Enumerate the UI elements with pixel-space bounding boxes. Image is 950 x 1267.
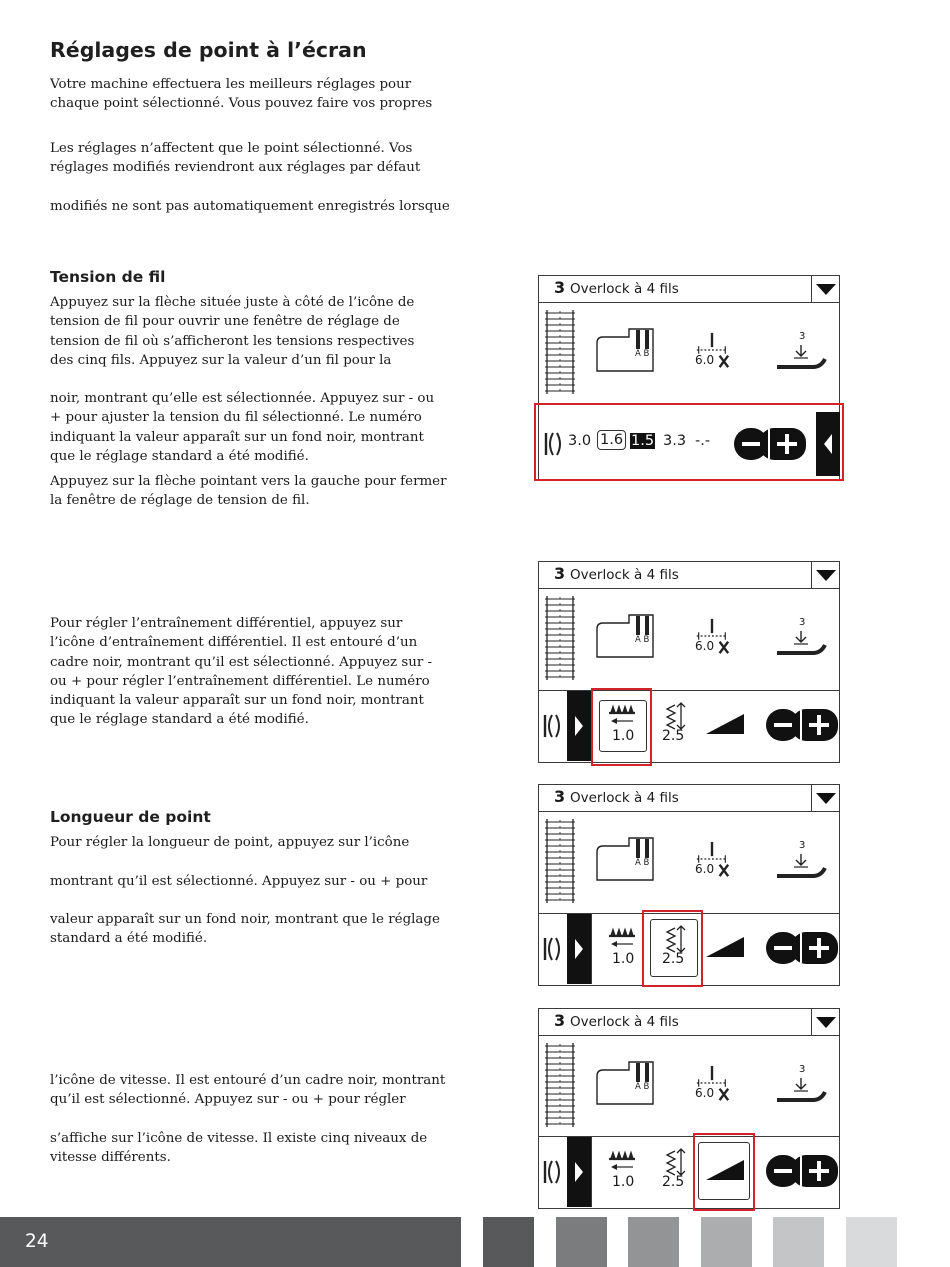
- text-line: l’icône de vitesse. Il est entouré d’un cadre noir, montrant: [50, 1073, 446, 1088]
- speed-icon[interactable]: [705, 713, 745, 735]
- thread-tension-icon: [542, 713, 566, 739]
- screen-icon-row: [539, 812, 839, 912]
- machine-screen-differential: [538, 561, 840, 763]
- text-line: des cinq fils. Appuyez sur la valeur d’un fil pour la: [50, 352, 392, 368]
- text-line: que le réglage standard a été modifié.: [50, 712, 309, 728]
- tension-value-5[interactable]: -.-: [695, 433, 711, 449]
- stitch-width-value: 6.0: [695, 862, 715, 876]
- open-tension-button[interactable]: [567, 1137, 591, 1207]
- tension-paragraph-1: [50, 293, 480, 370]
- arrow-right-icon: [567, 914, 591, 984]
- cutter-position-value: 3: [799, 331, 806, 342]
- stitch-pattern-icon: [543, 1040, 577, 1130]
- dropdown-arrow-icon[interactable]: [811, 276, 839, 302]
- tension-paragraph-3: [50, 472, 480, 511]
- text-line: que le réglage standard a été modifié.: [50, 448, 309, 464]
- differential-feed-value: 1.0: [612, 728, 635, 744]
- text-line: la fenêtre de réglage de tension de fil.: [50, 493, 310, 509]
- speed-icon[interactable]: [705, 936, 745, 958]
- tension-value-selected[interactable]: 1.6: [597, 430, 626, 450]
- thread-tension-icon: [542, 936, 566, 962]
- thread-tension-icon: [542, 1159, 566, 1185]
- differential-feed-value: 1.0: [612, 951, 635, 967]
- color-swatch: [701, 1217, 752, 1267]
- text-line: Appuyez sur la flèche pointant vers la gauche pour fermer: [50, 474, 447, 489]
- settings-paragraph: [50, 139, 480, 178]
- highlight-differential-feed: [591, 688, 652, 766]
- stitch-name: Overlock à 4 fils: [570, 281, 679, 297]
- needle-labels: A B: [635, 635, 650, 645]
- text-line: chaque point sélectionné. Vous pouvez faire vos propres: [50, 96, 433, 112]
- page-title: Réglages de point à l’écran: [50, 38, 367, 62]
- stitch-name: Overlock à 4 fils: [570, 790, 679, 806]
- machine-screen-speed: [538, 1008, 840, 1209]
- text-line: Les réglages n’affectent que le point sélectionné. Vos: [50, 141, 413, 156]
- page-number: 24: [25, 1231, 49, 1252]
- highlight-tension-panel: [534, 403, 844, 481]
- screen-title-bar: [539, 785, 839, 812]
- stitch-number: 3: [554, 1011, 566, 1030]
- length-paragraph-1: [50, 833, 480, 852]
- text-line: Appuyez sur la flèche située juste à côté de l’icône de: [50, 295, 415, 310]
- text-line: tension de fil où s’afficheront les tensions respectives: [50, 333, 415, 349]
- machine-screen-length: [538, 784, 840, 986]
- dropdown-arrow-icon[interactable]: [811, 562, 839, 588]
- settings-bar: [539, 690, 839, 762]
- color-swatch: [773, 1217, 824, 1267]
- stitch-pattern-icon: [543, 593, 577, 683]
- color-swatch: [628, 1217, 679, 1267]
- text-line: cadre noir, montrant qu’il est sélectionné. Appuyez sur -: [50, 654, 432, 670]
- dropdown-arrow-icon[interactable]: [811, 785, 839, 811]
- needle-labels: A B: [635, 1082, 650, 1092]
- text-line: indiquant la valeur apparaît sur un fond noir, montrant: [50, 693, 424, 709]
- tension-button[interactable]: [539, 1137, 592, 1207]
- stitch-name: Overlock à 4 fils: [570, 1014, 679, 1030]
- text-line: Pour régler la longueur de point, appuyez sur l’icône: [50, 835, 410, 850]
- length-paragraph-3: [50, 910, 480, 949]
- stitch-width-value: 6.0: [695, 1086, 715, 1100]
- screen-icon-row: [539, 1036, 839, 1136]
- intro-paragraph: [50, 75, 480, 114]
- color-swatch: [846, 1217, 897, 1267]
- open-tension-button[interactable]: [567, 691, 591, 761]
- text-line: modifiés ne sont pas automatiquement enregistrés lorsque: [50, 199, 450, 214]
- tension-value-modified[interactable]: 1.5: [631, 433, 655, 449]
- settings-bar: [539, 1136, 839, 1208]
- highlight-speed: [693, 1133, 755, 1211]
- speed-paragraph-1: [50, 1071, 480, 1110]
- text-line: qu’il est sélectionné. Appuyez sur - ou + pour régler: [50, 1092, 406, 1108]
- arrow-right-icon: [567, 691, 591, 761]
- machine-screen-tension: [538, 275, 840, 480]
- text-line: l’icône d’entraînement différentiel. Il est entouré d’un: [50, 635, 418, 651]
- cutter-position-value: 3: [799, 1064, 806, 1075]
- open-tension-button[interactable]: [567, 914, 591, 984]
- cutter-position-value: 3: [799, 840, 806, 851]
- text-line: réglages modifiés reviendront aux réglages par défaut: [50, 160, 421, 176]
- text-line: ou + pour régler l’entraînement différentiel. Le numéro: [50, 673, 430, 689]
- text-line: indiquant la valeur apparaît sur un fond noir, montrant: [50, 429, 424, 445]
- length-heading: Longueur de point: [50, 808, 211, 826]
- screen-title-bar: [539, 562, 839, 589]
- text-line: tension de fil pour ouvrir une fenêtre de réglage de: [50, 314, 400, 330]
- stitch-number: 3: [554, 787, 566, 806]
- cutter-position-value: 3: [799, 617, 806, 628]
- screen-icon-row: [539, 303, 839, 403]
- stitch-name: Overlock à 4 fils: [570, 567, 679, 583]
- dropdown-arrow-icon[interactable]: [811, 1009, 839, 1035]
- stitch-length-value: 2.5: [662, 951, 685, 967]
- highlight-stitch-length: [642, 910, 703, 987]
- color-swatch: [556, 1217, 607, 1267]
- tension-value-4[interactable]: 3.3: [663, 433, 687, 449]
- minus-plus-buttons[interactable]: [765, 707, 839, 743]
- differential-feed-value: 1.0: [612, 1174, 635, 1190]
- stitch-width-value: 6.0: [695, 639, 715, 653]
- stitch-width-value: 6.0: [695, 353, 715, 367]
- text-line: + pour ajuster la tension du fil sélectionné. Le numéro: [50, 410, 422, 426]
- text-line: s’affiche sur l’icône de vitesse. Il existe cinq niveaux de: [50, 1131, 428, 1146]
- differential-feed-icon[interactable]: [607, 1149, 637, 1173]
- stitch-length-icon[interactable]: [663, 701, 687, 731]
- speed-paragraph-2: [50, 1129, 480, 1168]
- minus-plus-buttons[interactable]: [765, 1153, 839, 1189]
- text-line: vitesse différents.: [50, 1150, 171, 1166]
- arrow-right-icon: [567, 1137, 591, 1207]
- needle-labels: A B: [635, 349, 650, 359]
- text-line: Pour régler l’entraînement différentiel, appuyez sur: [50, 616, 403, 631]
- stitch-length-icon[interactable]: [663, 1147, 687, 1177]
- text-line: standard a été modifié.: [50, 931, 208, 947]
- color-swatch: [483, 1217, 534, 1267]
- needle-labels: A B: [635, 858, 650, 868]
- footer-bar: [0, 1217, 461, 1267]
- minus-plus-buttons[interactable]: [765, 930, 839, 966]
- screen-title-bar: [539, 1009, 839, 1036]
- settings-paragraph-2: [50, 197, 480, 216]
- differential-paragraph: [50, 614, 480, 730]
- tension-button[interactable]: [539, 691, 592, 761]
- stitch-number: 3: [554, 564, 566, 583]
- tension-button[interactable]: [539, 914, 592, 984]
- text-line: montrant qu’il est sélectionné. Appuyez sur - ou + pour: [50, 874, 428, 889]
- text-line: valeur apparaît sur un fond noir, montrant que le réglage: [50, 912, 440, 927]
- tension-value-1[interactable]: 3.0: [568, 433, 592, 449]
- tension-paragraph-2: [50, 389, 480, 466]
- stitch-length-value: 2.5: [662, 1174, 685, 1190]
- length-paragraph-2: [50, 872, 480, 891]
- tension-heading: Tension de fil: [50, 268, 166, 286]
- text-line: Votre machine effectuera les meilleurs réglages pour: [50, 77, 412, 92]
- stitch-length-value: 2.5: [662, 728, 685, 744]
- differential-feed-icon[interactable]: [607, 926, 637, 950]
- stitch-pattern-icon: [543, 816, 577, 906]
- stitch-pattern-icon: [543, 307, 577, 397]
- screen-title-bar: [539, 276, 839, 303]
- stitch-number: 3: [554, 278, 566, 297]
- screen-icon-row: [539, 589, 839, 689]
- text-line: noir, montrant qu’elle est sélectionnée. Appuyez sur - ou: [50, 391, 435, 406]
